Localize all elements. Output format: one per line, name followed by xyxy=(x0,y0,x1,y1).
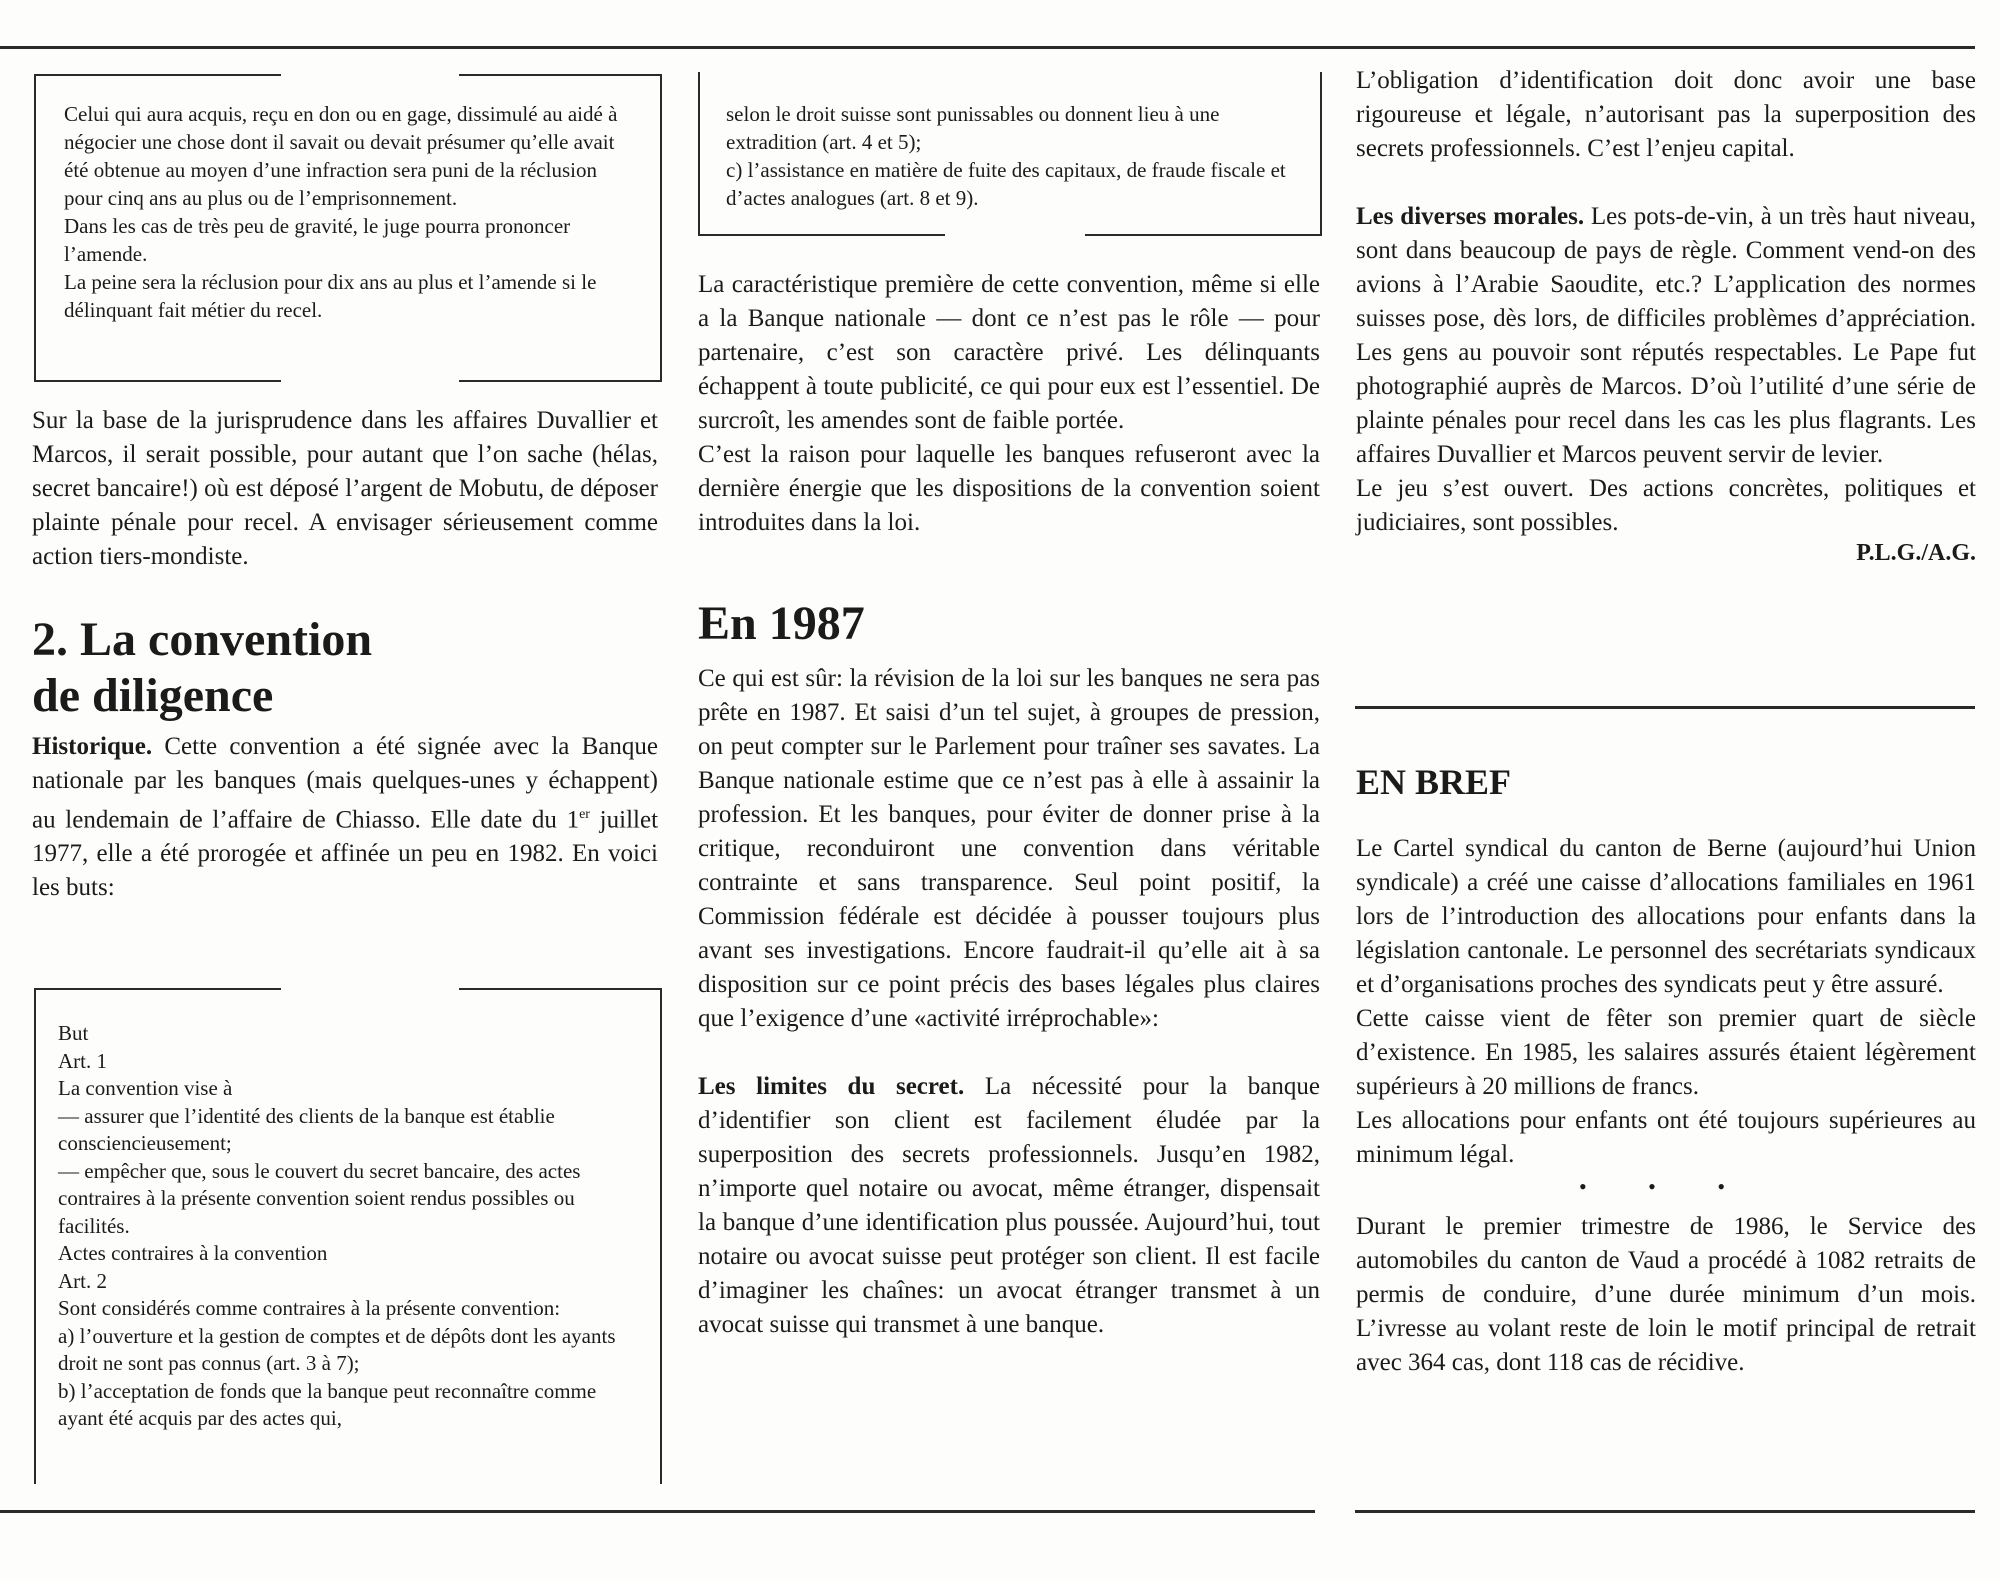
art-cont-line-0: selon le droit suisse sont punissables ou donnent lieu à une extradition (art. 4 et 5); xyxy=(726,102,1220,154)
art-line-2: La convention vise à xyxy=(58,1076,233,1100)
penal-code-text-2: Dans les cas de très peu de gravité, le juge pourra prononcer l’amende. xyxy=(64,214,571,266)
column-1 xyxy=(32,404,658,905)
art-line-3: — assurer que l’identité des clients de la banque est établie consciencieusement; xyxy=(58,1103,555,1155)
art-line-4: — empêcher que, sous le couvert du secret bancaire, des actes contraires à la présente convention soient rendus possibles ou facilités. xyxy=(58,1158,581,1238)
section-heading-2 xyxy=(32,612,658,724)
heading-line-2: de diligence xyxy=(32,669,274,722)
box-bottom-gap xyxy=(281,377,459,385)
heading-line-1: 2. La convention xyxy=(32,613,373,666)
historique-lead: Historique. xyxy=(32,733,153,760)
col2-paragraph-1: La caractéristique première de cette convention, même si elle a la Banque nationale — dont ce n’est pas le rôle — pour partenaire, c’est son caractère privé. Les délinquants échappent à toute publicité, ce qui pour eux est l’essentiel. De surcroît, les amendes sont de faible portée. xyxy=(698,271,1320,434)
convention-articles-box-cont xyxy=(698,72,1322,236)
en-bref-heading: EN BREF xyxy=(1356,762,1512,802)
morales-paragraph xyxy=(1356,200,1976,472)
col3-divider xyxy=(1355,706,1975,709)
separator-dots: • • • xyxy=(1578,1174,1754,1199)
bref-paragraph-2: Cette caisse vient de fêter son premier quart de siècle d’existence. En 1985, les salaires assurés étaient légèrement supérieurs à 20 millions de francs. xyxy=(1356,1005,1976,1100)
section-heading-1987: En 1987 xyxy=(698,597,865,650)
limites-text: La nécessité pour la banque d’identifier son client est facilement éludée par la superposition des secrets professionnels. Jusqu’en 1982, n’importe quel notaire ou avocat, même étranger, dispensait la banque d’une identification plus poussée. Aujourd’hui, tout notaire ou avocat suisse peut protéger son client. Il est facile d’imaginer les chaînes: un avocat étranger transmet à un avocat suisse qui transmet à une banque. xyxy=(698,1073,1321,1338)
bref-paragraph-1: Le Cartel syndical du canton de Berne (aujourd’hui Union syndicale) a créé une caisse d’allocations familiales en 1961 lors de l’introduction des allocations pour enfants dans la législation cantonale. Le personnel des secrétariats syndicaux et d’organisations proches des syndicats peut y être assuré. xyxy=(1356,835,1976,998)
art-line-7: Sont considérés comme contraires à la présente convention: xyxy=(58,1296,561,1320)
historique-paragraph xyxy=(32,730,658,905)
box-top-gap xyxy=(281,71,459,79)
author-signature: P.L.G./A.G. xyxy=(1856,540,1976,566)
col3-paragraph-3: Le jeu s’est ouvert. Des actions concrètes, politiques et judiciaires, sont possibles. xyxy=(1356,475,1976,536)
art-line-8: a) l’ouverture et la gestion de comptes et de dépôts dont les ayants droit ne sont pas connus (art. 3 à 7); xyxy=(58,1323,616,1375)
art-line-9: b) l’acceptation de fonds que la banque peut reconnaître comme ayant été acquis par des actes qui, xyxy=(58,1378,597,1430)
penal-code-text-3: La peine sera la réclusion pour dix ans au plus et l’amende si le délinquant fait métier du recel. xyxy=(64,270,597,322)
art-line-5: Actes contraires à la convention xyxy=(58,1241,328,1265)
penal-code-text-1: Celui qui aura acquis, reçu en don ou en gage, dissimulé au aidé à négocier une chose dont il savait ou devait présumer qu’elle avait été obtenue au moyen d’une infraction sera puni de la réclusion pour cinq ans au plus ou de l’emprisonnement. xyxy=(64,102,618,210)
col1-paragraph: Sur la base de la jurisprudence dans les affaires Duvallier et Marcos, il serait possible, pour autant que l’on sache (hélas, secret bancaire!) où est déposé l’argent de Mobutu, de déposer plainte pénale pour recel. A envisager sérieusement comme action tiers-mondiste. xyxy=(32,407,658,570)
en-bref-section xyxy=(1356,760,1976,1380)
limites-paragraph xyxy=(698,1070,1320,1342)
top-rule xyxy=(0,46,1975,49)
bref-paragraph-3: Les allocations pour enfants ont été toujours supérieures au minimum légal. xyxy=(1356,1107,1976,1168)
penal-code-box xyxy=(34,74,662,382)
art-line-1: Art. 1 xyxy=(58,1048,107,1073)
bref-paragraph-4: Durant le premier trimestre de 1986, le Service des automobiles du canton de Vaud a procédé à 1082 retraits de permis de conduire, d’une durée minimum d’un mois. L’ivresse au volant reste de loin le motif principal de retrait avec 364 cas, dont 118 cas de récidive. xyxy=(1356,1213,1976,1376)
morales-lead: Les diverses morales. xyxy=(1356,203,1585,230)
bottom-rule-left xyxy=(0,1510,1315,1513)
col2-paragraph-3: Ce qui est sûr: la révision de la loi sur les banques ne sera pas prête en 1987. Et saisi d’un tel sujet, à groupes de pression, on peut compter sur le Parlement pour traîner ses savates. La Banque nationale estime que ce n’est pas à elle à assainir la profession. Et les banques, pour éviter de donner prise à la critique, reconduiront une convention dans véritable contrainte et sans transparence. Seul point positif, la Commission fédérale est décidée à pousser toujours plus avant ses investigations. Encore faudrait-il qu’elle ait à sa disposition sur ce point précis des bases légales plus claires que l’exigence d’une «activité irréprochable»: xyxy=(698,665,1320,1032)
art-line-0: But xyxy=(58,1021,89,1045)
box3-bottom-gap xyxy=(945,231,1085,239)
historique-sup: er xyxy=(579,807,590,822)
historique-text-a: Cette convention a été signée avec la Banque nationale par les banques (mais quelques-unes y échappent) au lendemain de l’affaire de Chiasso. Elle date du 1 xyxy=(32,733,658,834)
column-3 xyxy=(1356,64,1976,567)
convention-articles-box xyxy=(34,988,662,1484)
col2-paragraph-2: C’est la raison pour laquelle les banques refuseront avec la dernière énergie que les dispositions de la convention soient introduites dans la loi. xyxy=(698,441,1320,536)
col3-paragraph-1: L’obligation d’identification doit donc avoir une base rigoureuse et légale, n’autorisant pas la superposition des secrets professionnels. C’est l’enjeu capital. xyxy=(1356,67,1976,162)
bottom-rule-right xyxy=(1355,1510,1975,1513)
art-line-6: Art. 2 xyxy=(58,1268,107,1293)
column-2 xyxy=(698,268,1320,1342)
limites-lead: Les limites du secret. xyxy=(698,1073,965,1100)
historique-text-b: juillet 1977, elle a été prorogée et affinée un peu en 1982. En voici les buts: xyxy=(32,806,659,902)
art-cont-line-1: c) l’assistance en matière de fuite des capitaux, de fraude fiscale et d’actes analogues (art. 8 et 9). xyxy=(726,158,1286,210)
morales-text: Les pots-de-vin, à un très haut niveau, sont dans beaucoup de pays de règle. Comment vend-on des avions à l’Arabie Saoudite, etc.? L’application des normes suisses pose, dès lors, de difficiles problèmes d’appréciation. Les gens au pouvoir sont réputés respectables. Le Pape fut photographié auprès de Marcos. D’où l’utilité d’une série de plainte pénales pour recel dans les cas les plus flagrants. Les affaires Duvallier et Marcos peuvent servir de levier. xyxy=(1356,203,1976,468)
box2-top-gap xyxy=(281,985,459,993)
